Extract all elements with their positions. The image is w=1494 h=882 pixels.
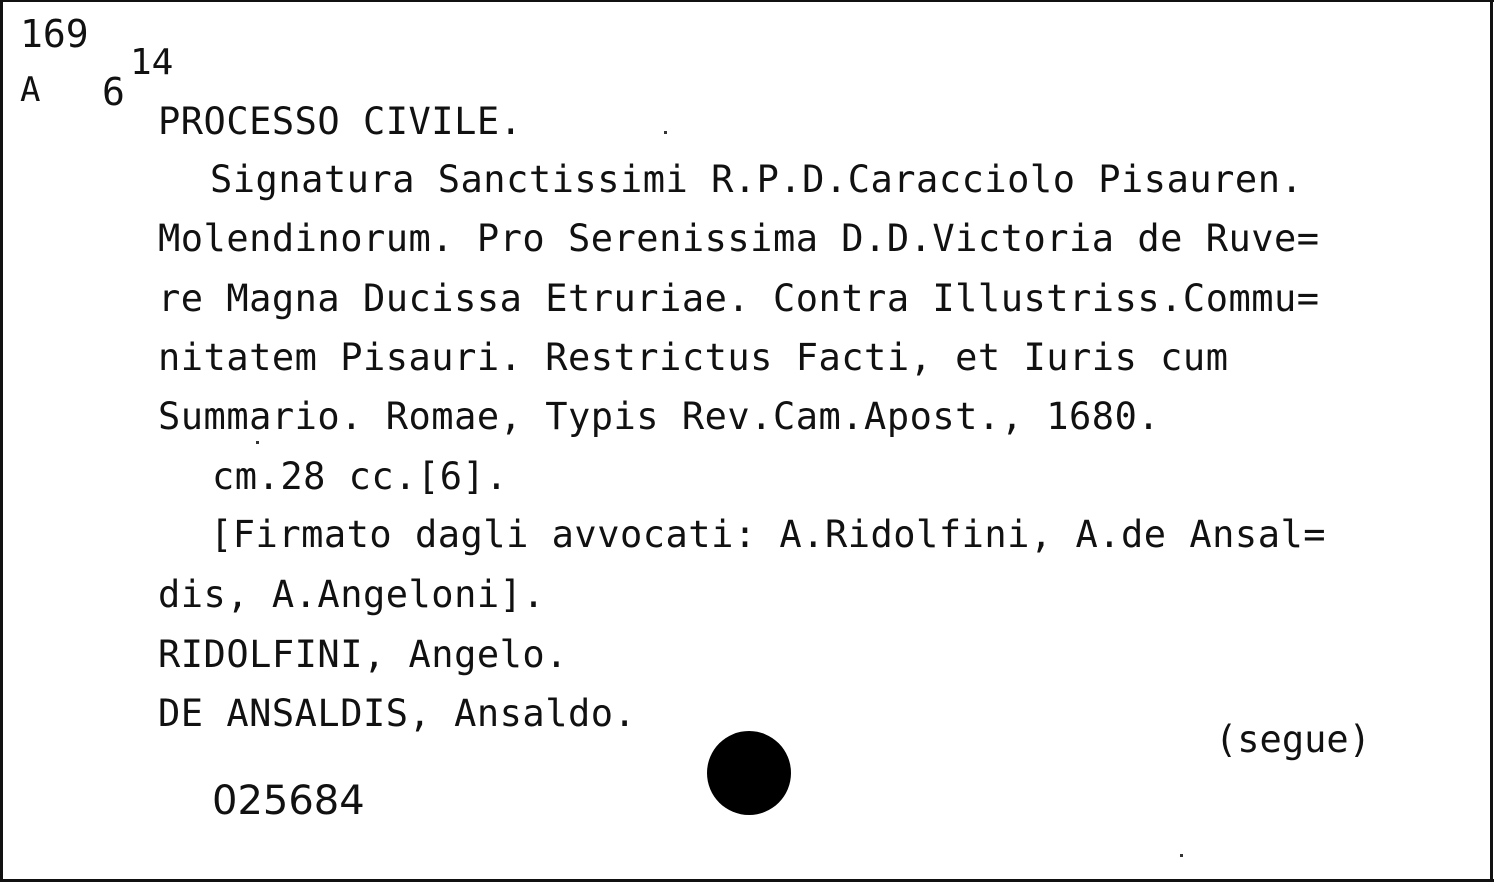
card-border-top: [0, 0, 1494, 2]
note-line: [Firmato dagli avvocati: A.Ridolfini, A.de Ansal=: [210, 513, 1327, 556]
speck-mark: [664, 131, 667, 134]
imprint-line: Summario. Romae, Typis Rev.Cam.Apost., 1680.: [158, 395, 1161, 438]
shelfmark-rule: [0, 0, 130, 2]
title-line: nitatem Pisauri. Restrictus Facti, et Iuris cum: [158, 336, 1229, 379]
punch-hole: [707, 731, 791, 815]
title-line: Molendinorum. Pro Serenissima D.D.Victoria de Ruve=: [158, 217, 1320, 260]
note-line: dis, A.Angeloni].: [158, 573, 546, 616]
collation-line: cm.28 cc.[6].: [212, 455, 509, 498]
title-line: Signatura Sanctissimi R.P.D.Caracciolo Pisauren.: [210, 158, 1304, 201]
added-entry: DE ANSALDIS, Ansaldo.: [158, 692, 637, 735]
speck-mark: [256, 441, 259, 444]
continued-label: (segue): [1215, 718, 1371, 761]
added-entry: RIDOLFINI, Angelo.: [158, 633, 568, 676]
shelfmark-number: 169: [20, 12, 89, 56]
shelfmark-superscript: 14: [130, 42, 174, 83]
shelfmark-digit: 6: [102, 70, 125, 114]
card-border-right: [1490, 0, 1493, 882]
heading-line: PROCESSO CIVILE.: [158, 100, 523, 143]
shelfmark-letter: A: [20, 70, 41, 110]
inventory-number: 025684: [212, 778, 365, 824]
speck-mark: [1180, 854, 1183, 857]
card-border-left: [0, 0, 3, 882]
title-line: re Magna Ducissa Etruriae. Contra Illustriss.Commu=: [158, 277, 1320, 320]
